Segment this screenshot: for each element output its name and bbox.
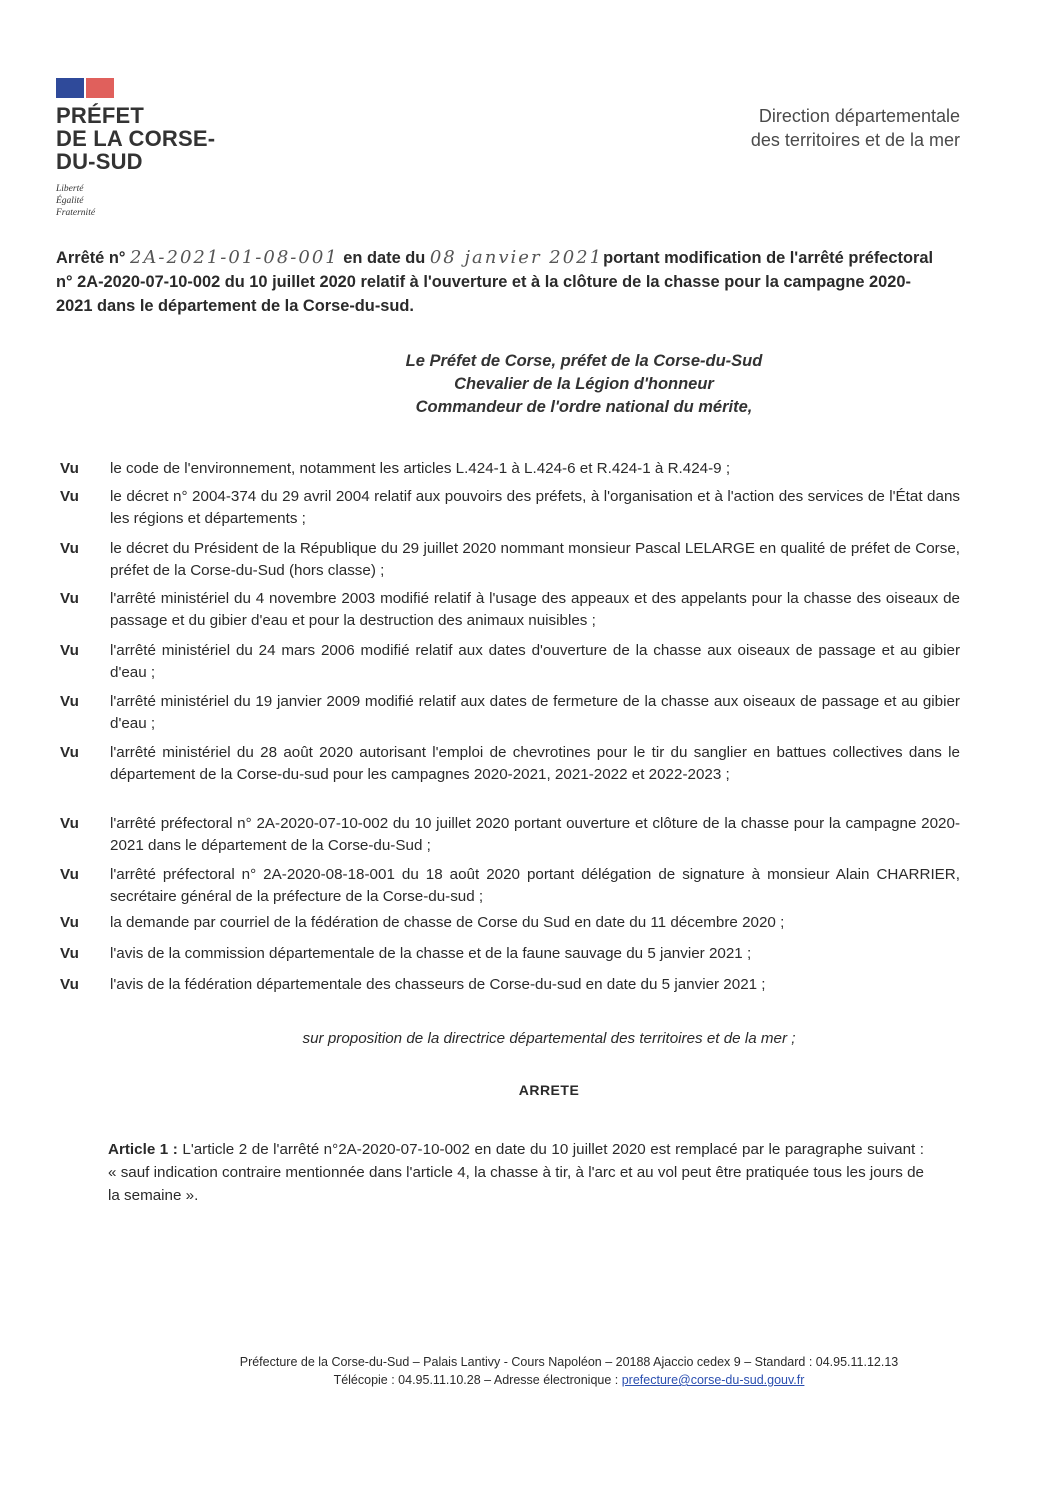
vu-label: Vu	[60, 540, 79, 557]
direction-line: Direction départementale	[758, 106, 960, 126]
motto-line: Égalité	[56, 196, 84, 206]
article-text: L'article 2 de l'arrêté n°2A-2020-07-10-002 en date du 10 juillet 2020 est remplacé par le paragraphe suivant : « sauf indication contraire mentionnée dans l'article 4, la chasse à tir, à l'arc et au vol peut être pratiquée tous les jours de la semaine ».	[108, 1141, 924, 1204]
vu-label: Vu	[60, 945, 79, 962]
footer-contact	[80, 1371, 1058, 1389]
vu-text: le décret n° 2004-374 du 29 avril 2004 relatif aux pouvoirs des préfets, à l'organisation et à l'action des services de l'État dans les régions et départements ;	[110, 488, 960, 527]
footer-email-link[interactable]: prefecture@corse-du-sud.gouv.fr	[621, 1373, 805, 1387]
motto-line: Fraternité	[56, 208, 96, 218]
vu-text: l'arrêté ministériel du 24 mars 2006 modifié relatif aux dates d'ouverture de la chasse aux oiseaux de passage et au gibier d'eau ;	[110, 642, 960, 681]
prefect-preamble	[0, 350, 1058, 419]
vu-text: la demande par courriel de la fédération de chasse de Corse du Sud en date du 11 décembre 2020 ;	[110, 914, 785, 931]
prefecture-name	[56, 104, 276, 173]
vu-text: l'arrêté ministériel du 28 août 2020 autorisant l'emploi de chevrotines pour le tir du sanglier en battues collectives dans le département de la Corse-du-sud pour les campagnes 2020-2021, 2021-2022 et 2022-2023 ;	[110, 744, 960, 783]
motto-line: Liberté	[56, 184, 84, 194]
handwritten-decree-number: 2A-2021-01-08-001	[129, 247, 339, 268]
article-label: Article 1 :	[108, 1141, 178, 1158]
vu-label: Vu	[60, 460, 79, 477]
prefecture-name-line: DE LA CORSE-	[56, 126, 216, 151]
decree-prefix: Arrêté n°	[56, 249, 126, 267]
date-prefix: en date du	[343, 249, 426, 267]
prefecture-name-line: PRÉFET	[56, 103, 144, 128]
vu-label: Vu	[60, 693, 79, 710]
vu-text: l'arrêté préfectoral n° 2A-2020-08-18-001 du 18 août 2020 portant délégation de signature à monsieur Alain CHARRIER, secrétaire général de la préfecture de la Corse-du-sud ;	[110, 866, 960, 905]
direction-line: des territoires et de la mer	[750, 130, 960, 150]
vu-label: Vu	[60, 488, 79, 505]
vu-text: le code de l'environnement, notamment les articles L.424-1 à L.424-6 et R.424-1 à R.424-9 ;	[110, 460, 731, 477]
vu-text: l'arrêté préfectoral n° 2A-2020-07-10-002 du 10 juillet 2020 portant ouverture et clôture de la chasse pour la campagne 2020-2021 dans le département de la Corse-du-Sud ;	[110, 815, 960, 854]
vu-label: Vu	[60, 866, 79, 883]
footer-fax: Télécopie : 04.95.11.10.28 – Adresse électronique :	[333, 1373, 619, 1387]
page-footer	[0, 1353, 1058, 1389]
vu-label: Vu	[60, 642, 79, 659]
flag-blue-block	[56, 78, 84, 98]
decree-title	[56, 246, 936, 318]
issuing-direction	[751, 104, 960, 152]
vu-label: Vu	[60, 914, 79, 931]
arrete-heading: ARRETE	[518, 1082, 580, 1098]
vu-label: Vu	[60, 815, 79, 832]
vu-label: Vu	[60, 590, 79, 607]
vu-text: le décret du Président de la République du 29 juillet 2020 nommant monsieur Pascal LELARGE en qualité de préfet de Corse, préfet de la Corse-du-Sud (hors classe) ;	[110, 540, 960, 579]
handwritten-date: 08 janvier 2021	[429, 247, 604, 268]
prefecture-name-line: DU-SUD	[56, 149, 143, 174]
flag-red-block	[86, 78, 114, 98]
vu-text: l'arrêté ministériel du 19 janvier 2009 modifié relatif aux dates de fermeture de la chasse aux oiseaux de passage et au gibier d'eau ;	[110, 693, 960, 732]
republic-motto	[56, 183, 176, 219]
vu-text: l'avis de la fédération départementale des chasseurs de Corse-du-sud en date du 5 janvier 2021 ;	[110, 976, 766, 993]
marianne-logo	[56, 78, 114, 98]
footer-address: Préfecture de la Corse-du-Sud – Palais Lantivy - Cours Napoléon – 20188 Ajaccio cedex 9 – Standard : 04.95.11.12.13	[239, 1355, 899, 1369]
vu-label: Vu	[60, 976, 79, 993]
vu-text: l'arrêté ministériel du 4 novembre 2003 modifié relatif à l'usage des appeaux et des appelants pour la chasse des oiseaux de passage et du gibier d'eau et pour la destruction des animaux nuisibles ;	[110, 590, 960, 629]
decree-title-rest: portant modification de l'arrêté préfectoral n° 2A-2020-07-10-002 du 10 juillet 2020 relatif à l'ouverture et à la clôture de la chasse pour la campagne 2020-2021 dans le département de la Corse-du-sud.	[56, 249, 934, 315]
article-1	[108, 1138, 924, 1207]
proposal-line: sur proposition de la directrice départemental des territoires et de la mer ;	[302, 1030, 796, 1047]
preamble-line: Le Préfet de Corse, préfet de la Corse-du-Sud	[405, 352, 763, 370]
preamble-line: Commandeur de l'ordre national du mérite,	[415, 398, 753, 416]
vu-label: Vu	[60, 744, 79, 761]
preamble-line: Chevalier de la Légion d'honneur	[454, 375, 714, 393]
vu-text: l'avis de la commission départementale de la chasse et de la faune sauvage du 5 janvier 2021 ;	[110, 945, 752, 962]
